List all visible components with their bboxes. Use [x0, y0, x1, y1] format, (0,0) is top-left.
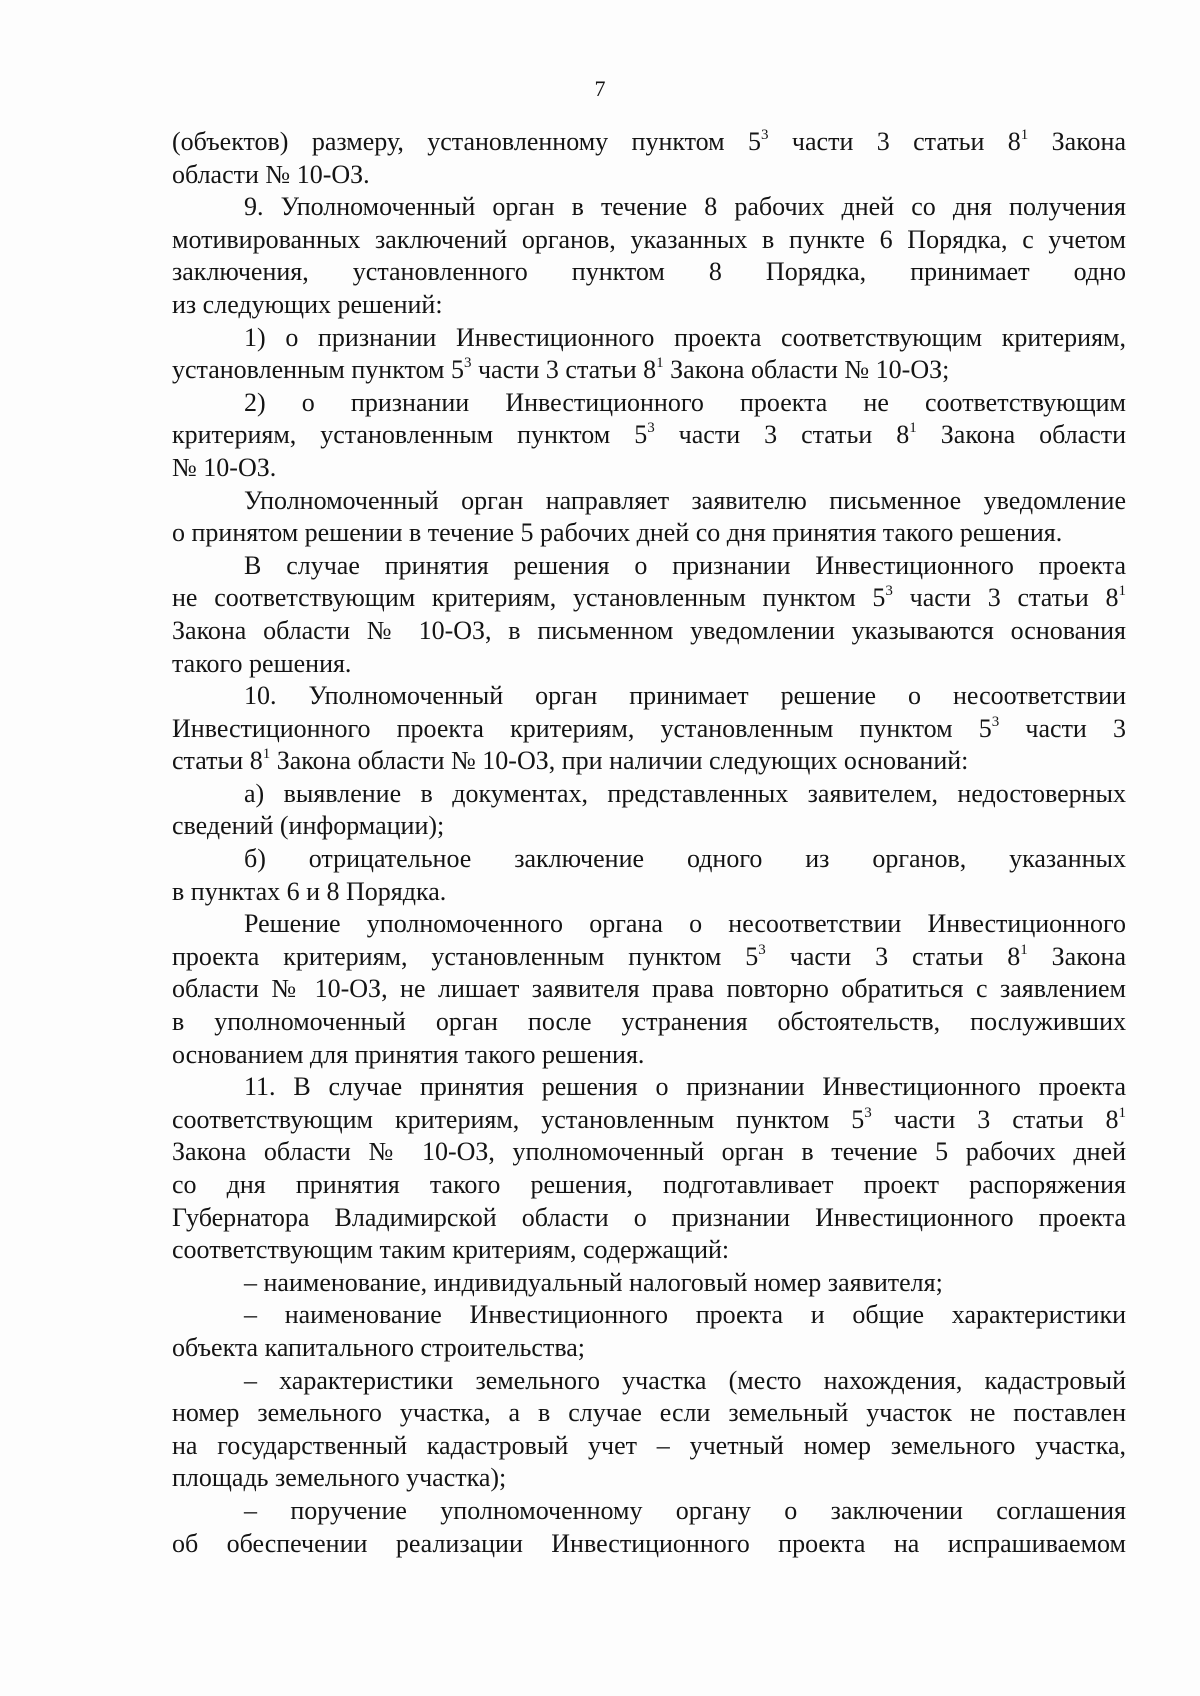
superscript: 1 — [1020, 941, 1028, 958]
text-segment: Губернатора Владимирской области о признании Инвестиционного проекта — [172, 1202, 1126, 1232]
text-segment: – характеристики земельного участка (место нахождения, кадастровый — [244, 1365, 1126, 1395]
superscript: 1 — [1118, 1104, 1126, 1121]
text-segment: о принятом решении в течение 5 рабочих дней со дня принятия такого решения. — [172, 518, 1063, 548]
text-line — [172, 1169, 1126, 1202]
text-line — [172, 1332, 1126, 1365]
text-segment: части 3 статьи 8 — [871, 1104, 1119, 1134]
text-segment: – наименование Инвестиционного проекта и общие характеристики — [244, 1300, 1126, 1330]
text-line — [172, 1006, 1126, 1039]
text-segment: Инвестиционного проекта критериям, установленным пунктом 5 — [172, 713, 992, 743]
text-segment: площадь земельного участка); — [172, 1463, 507, 1493]
text-line — [172, 126, 1126, 159]
text-segment: Закона области № 10-ОЗ, при наличии следующих оснований: — [270, 746, 969, 776]
text-segment: не соответствующим критериям, установленным пунктом 5 — [172, 583, 886, 613]
text-segment: Закона области — [916, 420, 1126, 450]
text-line — [172, 1202, 1126, 1235]
text-segment: такого решения. — [172, 648, 352, 678]
text-segment: Закона области № 10-ОЗ, в письменном уведомлении указываются основания — [172, 615, 1126, 645]
text-line — [172, 550, 1126, 583]
text-segment: Закона области № 10-ОЗ; — [663, 355, 950, 385]
superscript: 3 — [885, 583, 893, 600]
superscript: 1 — [1118, 583, 1126, 600]
text-segment: (объектов) размеру, установленному пунктом 5 — [172, 127, 762, 156]
text-segment: части 3 статьи 8 — [654, 420, 910, 450]
text-line — [172, 908, 1126, 941]
text-segment: проекта критериям, установленным пунктом 5 — [172, 941, 759, 971]
superscript: 3 — [463, 355, 472, 372]
text-segment: со дня принятия такого решения, подготавливает проект распоряжения — [172, 1170, 1126, 1199]
text-segment: 1) о признании Инвестиционного проекта соответствующим критериям, — [244, 322, 1126, 352]
text-line — [172, 648, 1126, 681]
text-line — [172, 1136, 1126, 1169]
text-segment: № 10-ОЗ. — [172, 452, 277, 482]
text-segment: Закона — [1027, 941, 1126, 971]
text-line — [172, 256, 1126, 289]
text-segment: Решение уполномоченного органа о несоответствии Инвестиционного — [244, 909, 1126, 939]
superscript: 3 — [864, 1104, 872, 1121]
text-line — [172, 713, 1126, 746]
text-line — [172, 452, 1126, 485]
text-segment: 9. Уполномоченный орган в течение 8 рабочих дней со дня получения — [244, 192, 1126, 222]
text-line — [172, 191, 1126, 224]
text-segment: Уполномоченный орган направляет заявителю письменное уведомление — [244, 485, 1126, 515]
text-segment: объекта капитального строительства; — [172, 1332, 586, 1362]
text-line — [172, 1104, 1126, 1137]
text-line — [172, 517, 1126, 550]
text-segment: Закона — [1028, 127, 1126, 156]
text-line — [172, 1039, 1126, 1072]
text-line — [172, 941, 1126, 974]
text-line — [172, 289, 1126, 322]
text-segment: в пунктах 6 и 8 Порядка. — [172, 876, 447, 906]
text-segment: статьи 8 — [172, 746, 263, 776]
text-segment: области № 10-ОЗ, не лишает заявителя права повторно обратиться с заявлением — [172, 974, 1126, 1004]
text-line — [172, 745, 1126, 778]
text-line — [172, 354, 1126, 387]
text-segment: 2) о признании Инвестиционного проекта не соответствующим — [244, 387, 1126, 417]
text-line — [172, 485, 1126, 518]
text-line — [172, 1397, 1126, 1430]
text-segment: части 3 статьи 8 — [892, 583, 1119, 613]
text-segment: заключения, установленного пунктом 8 Порядка, принимает одно — [172, 257, 1126, 287]
text-segment: в уполномоченный орган после устранения обстоятельств, послуживших — [172, 1007, 1126, 1037]
superscript: 1 — [262, 746, 271, 763]
text-line — [172, 1267, 1126, 1300]
text-line — [172, 322, 1126, 355]
text-segment: соответствующим таким критериям, содержащий: — [172, 1235, 730, 1265]
text-line — [172, 582, 1126, 615]
text-segment: части 3 статьи 8 — [471, 355, 657, 385]
text-line — [172, 387, 1126, 420]
text-line — [172, 224, 1126, 257]
text-segment: – наименование, индивидуальный налоговый номер заявителя; — [244, 1267, 943, 1297]
text-segment: сведений (информации); — [172, 811, 445, 841]
superscript: 1 — [909, 420, 917, 437]
text-segment: части 3 статьи 8 — [768, 127, 1021, 156]
superscript: 1 — [656, 355, 664, 372]
text-line — [172, 1299, 1126, 1332]
text-line — [172, 1462, 1126, 1495]
page-number: 7 — [594, 76, 606, 101]
text-segment: основанием для принятия такого решения. — [172, 1039, 645, 1069]
text-segment: части 3 статьи 8 — [765, 941, 1021, 971]
text-segment: б) отрицательное заключение одного из органов, указанных — [244, 844, 1126, 874]
text-segment: В случае принятия решения о признании Инвестиционного проекта — [244, 550, 1126, 580]
text-line — [172, 680, 1126, 713]
superscript: 3 — [991, 713, 1000, 730]
text-segment: области № 10-ОЗ. — [172, 159, 370, 189]
text-segment: а) выявление в документах, представленных заявителем, недостоверных — [244, 778, 1126, 808]
text-segment: соответствующим критериям, установленным пунктом 5 — [172, 1104, 865, 1134]
text-segment: об обеспечении реализации Инвестиционного проекта на испрашиваемом — [172, 1528, 1126, 1558]
text-segment: 10. Уполномоченный орган принимает решение о несоответствии — [244, 681, 1126, 711]
text-line — [172, 1071, 1126, 1104]
text-line — [172, 1234, 1126, 1267]
text-segment: 11. В случае принятия решения о признании Инвестиционного проекта — [244, 1072, 1126, 1102]
text-line — [172, 843, 1126, 876]
superscript: 3 — [647, 420, 655, 437]
text-line — [172, 1430, 1126, 1463]
text-line — [172, 1365, 1126, 1398]
superscript: 1 — [1020, 127, 1029, 143]
superscript: 3 — [758, 941, 766, 958]
text-line — [172, 973, 1126, 1006]
text-segment: из следующих решений: — [172, 289, 443, 319]
text-line — [172, 615, 1126, 648]
superscript: 3 — [761, 127, 769, 143]
text-segment: Закона области № 10-ОЗ, уполномоченный орган в течение 5 рабочих дней — [172, 1137, 1126, 1167]
document-body — [172, 126, 1126, 1560]
text-line — [172, 876, 1126, 909]
text-line — [172, 778, 1126, 811]
text-segment: на государственный кадастровый учет – учетный номер земельного участка, — [172, 1430, 1126, 1460]
text-segment: – поручение уполномоченному органу о заключении соглашения — [244, 1495, 1126, 1525]
text-segment: критериям, установленным пунктом 5 — [172, 420, 648, 450]
text-line — [172, 810, 1126, 843]
text-line — [172, 1495, 1126, 1528]
text-segment: установленным пунктом 5 — [172, 355, 464, 385]
text-segment: номер земельного участка, а в случае если земельный участок не поставлен — [172, 1398, 1126, 1428]
text-line — [172, 1528, 1126, 1561]
text-segment: части 3 — [999, 713, 1126, 743]
text-segment: мотивированных заключений органов, указанных в пункте 6 Порядка, с учетом — [172, 224, 1126, 254]
text-line — [172, 419, 1126, 452]
text-line — [172, 159, 1126, 192]
